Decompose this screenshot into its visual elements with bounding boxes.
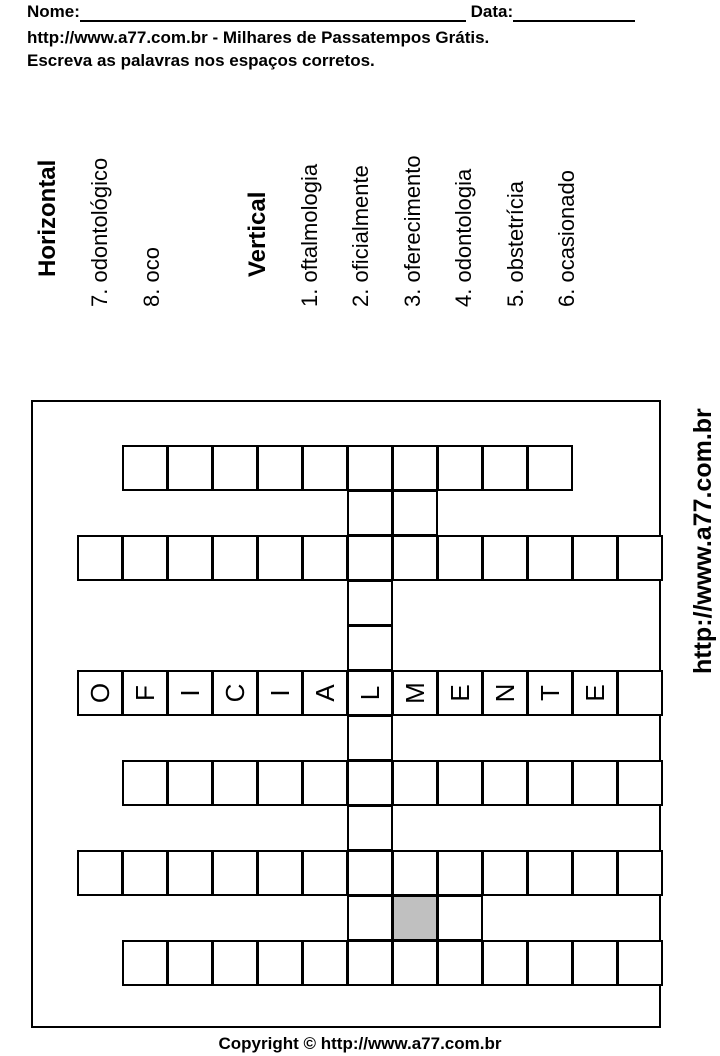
grid-cell[interactable] [212, 760, 258, 806]
grid-cell[interactable] [302, 445, 348, 491]
clue-vertical-6: 6. ocasionado [554, 170, 579, 307]
grid-cell[interactable] [212, 535, 258, 581]
grid-letter: E [580, 684, 610, 702]
grid-cell[interactable] [257, 445, 303, 491]
vertical-title: Vertical [244, 191, 271, 277]
grid-cell[interactable] [482, 760, 528, 806]
grid-cell[interactable] [347, 895, 393, 941]
grid-cell[interactable] [392, 895, 438, 941]
date-field[interactable] [513, 4, 635, 22]
grid-cell[interactable] [257, 940, 303, 986]
grid-cell[interactable] [212, 850, 258, 896]
grid-cell[interactable] [347, 940, 393, 986]
grid-cell[interactable] [527, 850, 573, 896]
grid-cell[interactable] [167, 940, 213, 986]
grid-cell[interactable] [572, 535, 618, 581]
grid-letter: A [310, 684, 340, 702]
grid-cell[interactable] [122, 850, 168, 896]
grid-letter: I [175, 689, 205, 697]
grid-cell[interactable] [257, 670, 303, 716]
grid-cell[interactable] [302, 850, 348, 896]
grid-cell[interactable] [302, 940, 348, 986]
grid-cell[interactable] [392, 940, 438, 986]
site-line: http://www.a77.com.br - Milhares de Passatempos Grátis. [27, 28, 490, 47]
grid-cell[interactable] [482, 940, 528, 986]
grid-cell[interactable] [482, 850, 528, 896]
clue-vertical-2: 2. oficialmente [348, 165, 373, 307]
grid-cell[interactable] [572, 670, 618, 716]
grid-cell[interactable] [347, 715, 393, 761]
grid-letter: F [130, 685, 160, 701]
grid-cell[interactable] [437, 850, 483, 896]
grid-letter: N [490, 683, 520, 703]
grid-cell[interactable] [302, 535, 348, 581]
grid-letter: M [400, 682, 430, 704]
grid-cell[interactable] [302, 670, 348, 716]
grid-cell[interactable] [437, 535, 483, 581]
grid-cell[interactable] [392, 670, 438, 716]
grid-cell[interactable] [167, 670, 213, 716]
grid-cell[interactable] [122, 445, 168, 491]
grid-cell[interactable] [122, 535, 168, 581]
grid-cell[interactable] [437, 895, 483, 941]
grid-letter: C [220, 683, 250, 703]
grid-cell[interactable] [347, 580, 393, 626]
grid-cell[interactable] [482, 445, 528, 491]
instruction: Escreva as palavras nos espaços corretos. [27, 51, 375, 70]
grid-letter: O [85, 682, 115, 704]
grid-cell[interactable] [347, 670, 393, 716]
grid-cell[interactable] [392, 490, 438, 536]
grid-cell[interactable] [617, 670, 663, 716]
grid-cell[interactable] [122, 940, 168, 986]
grid-letter: T [535, 685, 565, 701]
grid-cell[interactable] [302, 760, 348, 806]
grid-cell[interactable] [257, 760, 303, 806]
grid-cell[interactable] [527, 940, 573, 986]
grid-cell[interactable] [347, 625, 393, 671]
grid-cell[interactable] [482, 670, 528, 716]
grid-cell[interactable] [437, 445, 483, 491]
grid-cell[interactable] [437, 760, 483, 806]
grid-cell[interactable] [347, 805, 393, 851]
grid-cell[interactable] [257, 850, 303, 896]
grid-cell[interactable] [347, 760, 393, 806]
name-field[interactable] [80, 4, 466, 22]
grid-letter: L [355, 685, 385, 701]
name-label: Nome: [27, 2, 80, 21]
clue-vertical-3: 3. oferecimento [400, 155, 425, 307]
grid-cell[interactable] [212, 445, 258, 491]
clue-vertical-1: 1. oftalmologia [297, 163, 322, 307]
grid-cell[interactable] [392, 445, 438, 491]
grid-cell[interactable] [257, 535, 303, 581]
grid-cell[interactable] [167, 445, 213, 491]
copyright: Copyright © http://www.a77.com.br [218, 1034, 502, 1053]
grid-cell[interactable] [437, 940, 483, 986]
grid-cell[interactable] [392, 760, 438, 806]
clue-horizontal-7: 7. odontológico [87, 157, 112, 307]
grid-letter: I [265, 689, 295, 697]
grid-cell[interactable] [212, 940, 258, 986]
date-label: Data: [470, 2, 514, 21]
grid-cell[interactable] [527, 760, 573, 806]
grid-cell[interactable] [572, 850, 618, 896]
clue-vertical-4: 4. odontologia [451, 168, 476, 307]
grid-cell[interactable] [347, 535, 393, 581]
grid-cell[interactable] [527, 445, 573, 491]
grid-cell[interactable] [482, 535, 528, 581]
grid-cell[interactable] [527, 670, 573, 716]
grid-cell[interactable] [77, 670, 123, 716]
clue-vertical-5: 5. obstetrícia [503, 181, 528, 307]
side-url: http://www.a77.com.br [689, 408, 717, 674]
horizontal-title: Horizontal [34, 159, 61, 277]
grid-cell[interactable] [77, 535, 123, 581]
grid-cell[interactable] [347, 850, 393, 896]
grid-cell[interactable] [392, 535, 438, 581]
grid-cell[interactable] [617, 940, 663, 986]
grid-cell[interactable] [212, 670, 258, 716]
clue-horizontal-8: 8. oco [139, 247, 164, 307]
grid-cell[interactable] [347, 490, 393, 536]
name-date-line [27, 2, 635, 22]
grid-cell[interactable] [347, 445, 393, 491]
grid-cell[interactable] [167, 760, 213, 806]
grid-cell[interactable] [437, 670, 483, 716]
grid-letter: E [445, 684, 475, 702]
grid-cell[interactable] [527, 535, 573, 581]
grid-cell[interactable] [77, 850, 123, 896]
grid-cell[interactable] [572, 760, 618, 806]
grid-cell[interactable] [617, 535, 663, 581]
grid-cell[interactable] [167, 850, 213, 896]
grid-cell[interactable] [617, 760, 663, 806]
grid-cell[interactable] [572, 940, 618, 986]
grid-cell[interactable] [122, 670, 168, 716]
grid-cell[interactable] [392, 850, 438, 896]
grid-cell[interactable] [122, 760, 168, 806]
grid-cell[interactable] [167, 535, 213, 581]
grid-cell[interactable] [617, 850, 663, 896]
